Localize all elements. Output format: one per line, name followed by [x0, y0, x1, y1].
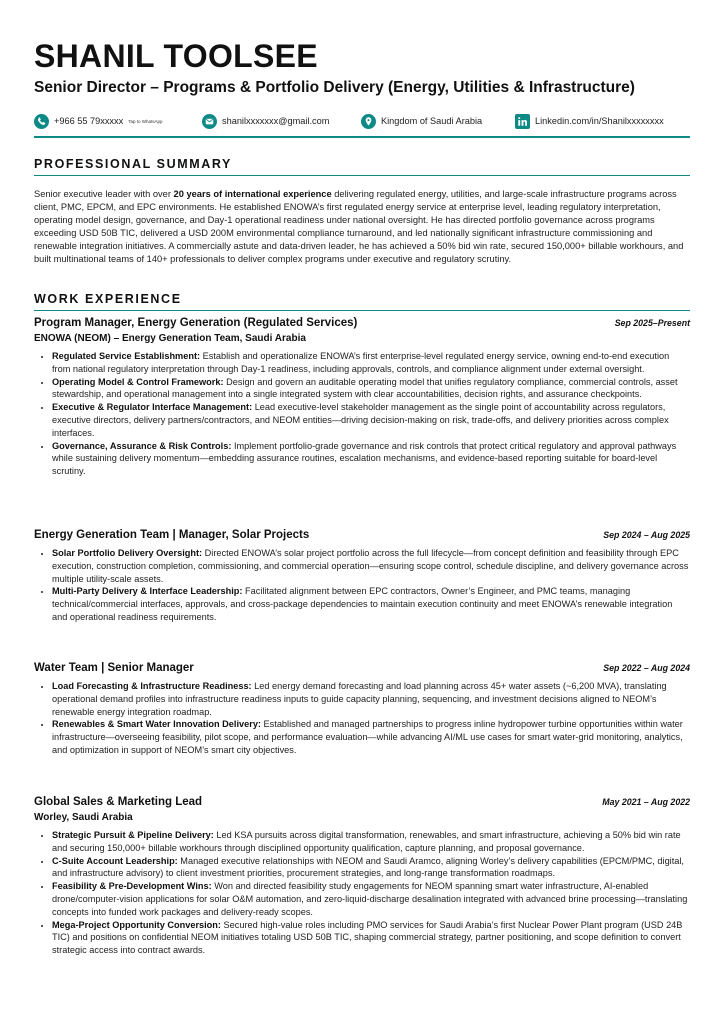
phone-text: +966 55 79xxxxx [54, 116, 124, 126]
bullet-item: • Strategic Pursuit & Pipeline Delivery: Led KSA pursuits across digital transformation, renewables, and smart infrastructure, achieving a 50% bid win rate and securing 150,000+ billable workhours through disciplined opportunity qualification, capture planning, and proposal governance. [52, 829, 690, 855]
candidate-name: SHANIL TOOLSEE [34, 38, 318, 74]
job-dates: May 2021 – Aug 2022 [602, 797, 690, 807]
bullet-item: • Mega-Project Opportunity Conversion: Secured high-value roles including PMO services for Saudi Arabia’s first Nuclear Power Plant program (USD 24B TIC) and positions on confidential NEOM initiatives totaling USD 50B TIC, shaping commercial strategy, partner positioning, and scope definition to convert strategic access into contract awards. [52, 919, 690, 957]
job-entry [34, 796, 690, 957]
location-text: Kingdom of Saudi Arabia [381, 116, 483, 126]
bullet-item: • Regulated Service Establishment: Establish and operationalize ENOWA’s first enterprise-level regulated energy service, owning end-to-end execution from national regulatory interpretation through Day-1 readiness, including approvals, controls, and compliance alignment under external oversight. [52, 350, 690, 376]
job-entry [34, 529, 690, 624]
bullet-item: • Load Forecasting & Infrastructure Readiness: Led energy demand forecasting and load planning across 45+ water assets (~6,200 MVA), translating operational demand profiles into infrastructure readiness inputs to guide capacity planning, sequencing, and investment decisions aligned to NEOM’s renewable energy integration roadmap. [52, 680, 690, 718]
contact-email[interactable] [202, 114, 361, 129]
job-dates: Sep 2022 – Aug 2024 [603, 663, 690, 673]
summary-highlight: 20 years of international experience [173, 189, 332, 199]
experience-heading: WORK EXPERIENCE [34, 292, 182, 306]
summary-text: Senior executive leader with over 20 years of international experience delivering regulated energy, utilities, and large-scale infrastructure programs across client, PMC, EPCM, and EPC environments. He established ENOWA’s first regulated energy service at enterprise level, leading regulatory interpretation, operating model design, governance, and Day-1 operational readiness under national oversight. He has directed portfolio governance across programs exceeding USD 50B TIC, delivered a USD 200M environmental compliance turnaround, and led nationally significant infrastructure commissioning and renewable integration initiatives. A commercially astute and data-driven leader, he has achieved a 50% bid win rate, secured 150,000+ billable workhours, and built multinational teams of 140+ professionals to deliver complex programs under executive and regulatory scrutiny. [34, 189, 684, 265]
contact-location [361, 114, 515, 129]
summary-section [34, 156, 690, 267]
job-dates: Sep 2025–Present [614, 318, 690, 328]
candidate-title: Senior Director – Programs & Portfolio Delivery (Energy, Utilities & Infrastructure) [34, 79, 635, 96]
bullet-item: • Governance, Assurance & Risk Controls: Implement portfolio-grade governance and risk controls that protect critical regulatory and approval pathways while sustaining delivery momentum—embedding assurance routines, escalation mechanisms, and evidence-based reporting suitable for board-level scrutiny. [52, 440, 690, 478]
summary-heading: PROFESSIONAL SUMMARY [34, 157, 232, 171]
location-pin-icon [361, 114, 376, 129]
header-divider [34, 136, 690, 138]
linkedin-icon [515, 114, 530, 129]
email-text: shanilxxxxxxx@gmail.com [222, 116, 330, 126]
job-bullets [34, 547, 690, 624]
job-bullets [34, 680, 690, 757]
whatsapp-note: Tap to WhatsApp [128, 118, 163, 124]
contact-phone[interactable] [34, 114, 202, 129]
bullet-item: • C-Suite Account Leadership: Managed executive relationships with NEOM and Saudi Aramco, aligning Worley’s delivery capabilities (EPCM/PMC, digital, and infrastructure advisory) to client investment priorities, procurement strategies, and long-range transformation roadmaps. [52, 855, 690, 881]
job-bullets [34, 350, 690, 478]
job-title: Energy Generation Team | Manager, Solar Projects [34, 529, 310, 541]
experience-divider [34, 310, 690, 311]
contact-linkedin[interactable] [515, 114, 664, 129]
bullet-item: • Multi-Party Delivery & Interface Leadership: Facilitated alignment between EPC contractors, Owner’s Engineer, and PMC teams, managing technical/commercial interfaces, approvals, and cross-package dependencies to maintain execution continuity and meet ENOWA’s renewable integration and operational readiness requirements. [52, 585, 690, 623]
mail-icon [202, 114, 217, 129]
contact-bar [34, 112, 690, 130]
bullet-item: • Executive & Regulator Interface Management: Lead executive-level stakeholder management as the single point of accountability across regulators, executive directors, delivery partners/contractors, and NEOM entities—driving decision-making on risk, trade-offs, and delivery priorities across complex interfaces. [52, 401, 690, 439]
job-bullets [34, 829, 690, 957]
bullet-item: • Operating Model & Control Framework: Design and govern an auditable operating model that unifies regulatory compliance, commercial controls, asset stewardship, and operational management into a single integrated system with clear accountabilities, decision rights, and assurance checkpoints. [52, 376, 690, 402]
bullet-item: • Feasibility & Pre-Development Wins: Won and directed feasibility study engagements for NEOM spanning smart water infrastructure, AI-enabled drone/computer-vision applications for solar O&M automation, and zero-liquid-discharge desalination integrated with advanced brine processing—translating concepts into funded work packages and delivery-ready scopes. [52, 880, 690, 918]
job-dates: Sep 2024 – Aug 2025 [603, 530, 690, 540]
experience-section [34, 291, 690, 311]
job-organization: Worley, Saudi Arabia [34, 812, 133, 823]
job-entry [34, 317, 690, 478]
job-title: Global Sales & Marketing Lead [34, 796, 203, 808]
bullet-item: • Solar Portfolio Delivery Oversight: Directed ENOWA’s solar project portfolio across the full lifecycle—from concept definition and feasibility through EPC execution, construction completion, commissioning, and commercial operation—ensuring scope control, schedule discipline, and delivery governance across multiple utility-scale assets. [52, 547, 690, 585]
job-organization: ENOWA (NEOM) – Energy Generation Team, Saudi Arabia [34, 333, 306, 344]
summary-divider [34, 175, 690, 176]
linkedin-text: Linkedin.com/in/Shanilxxxxxxxx [535, 116, 664, 126]
bullet-item: • Renewables & Smart Water Innovation Delivery: Established and managed partnerships to progress inline hydropower turbine opportunities within water infrastructure—overseeing feasibility, pilot scope, and performance evaluation—while advancing AI/ML use cases for smart water-grid monitoring, analytics, and optimization in support of NEOM’s smart city objectives. [52, 718, 690, 756]
job-entry [34, 662, 690, 757]
job-title: Water Team | Senior Manager [34, 662, 194, 674]
job-title: Program Manager, Energy Generation (Regulated Services) [34, 317, 358, 329]
phone-icon [34, 114, 49, 129]
